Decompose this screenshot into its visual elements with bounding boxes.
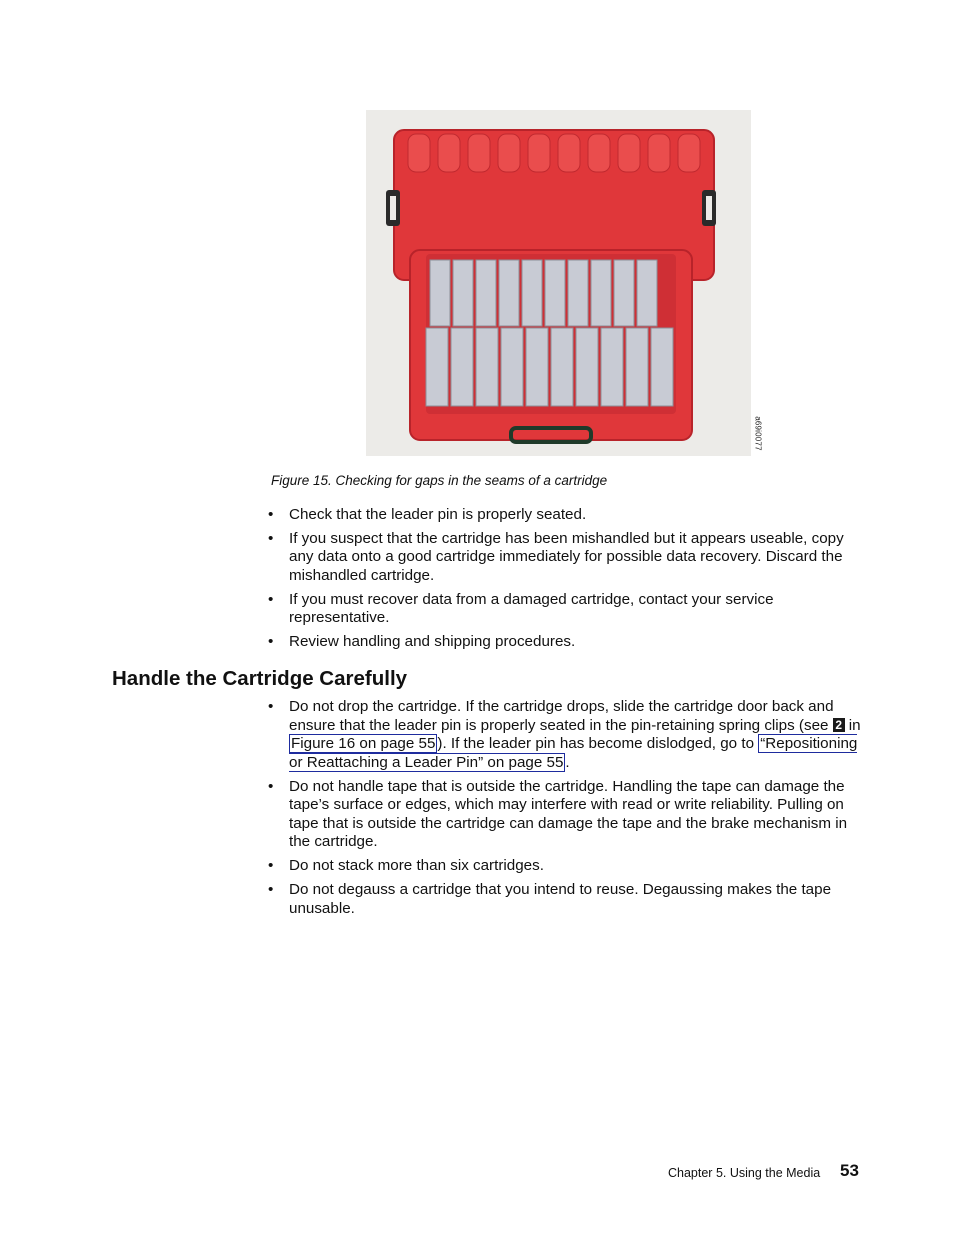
bullet: • <box>268 633 274 651</box>
footer-chapter: Chapter 5. Using the Media <box>668 1166 821 1180</box>
list-item-text: Check that the leader pin is properly seated. <box>289 506 587 523</box>
cartridge-case-photo <box>366 110 751 456</box>
list-item-text: Do not drop the cartridge. If the cartridge drops, slide the cartridge door back and ensure that the leader pin is properly seated in the pin-retaining spring clips (see <box>289 698 834 734</box>
list-item <box>268 530 868 586</box>
list-item <box>268 506 868 525</box>
list-item-text: Do not stack more than six cartridges. <box>289 857 544 875</box>
list-item-text: If you suspect that the cartridge has been mishandled but it appears useable, copy any data onto a good cartridge immediately for possible data recovery. Discard the mishandled cartridge. <box>289 529 844 584</box>
bullet: • <box>268 777 274 795</box>
figure-image-id: a69i0077 <box>753 416 763 451</box>
figure-16-link[interactable]: Figure 16 on page 55 <box>291 735 436 753</box>
list-item-text: ). If the leader pin has become dislodged, go to <box>437 735 755 753</box>
leader-pin-section-link[interactable]: “Repositioning or Reattaching a Leader Pin” on page 55 <box>289 735 858 771</box>
list-item-text: Do not handle tape that is outside the cartridge. Handling the tape can damage the tape’s surface or edges, which may interfere with read or write reliability. Pulling on tape that is outside the cartridge can damage the tape and the brake mechanism in the cartridge. <box>289 777 848 851</box>
bullet: • <box>268 698 274 715</box>
list-item <box>268 881 868 918</box>
list-item-text: If you must recover data from a damaged cartridge, contact your service representative. <box>289 590 774 627</box>
list-item <box>268 778 868 852</box>
list-item <box>268 698 868 772</box>
bullet: • <box>268 857 274 875</box>
page-number: 53 <box>840 1161 859 1180</box>
checklist <box>268 506 868 657</box>
figure-caption: Figure 15. Checking for gaps in the seams of a cartridge <box>271 473 608 488</box>
handling-guidelines <box>268 698 868 923</box>
list-item <box>268 857 868 876</box>
cartridge-case-illustration <box>366 110 751 456</box>
list-item-text: . <box>565 753 570 771</box>
list-item <box>268 591 868 628</box>
list-item-text: in <box>848 716 861 734</box>
bullet: • <box>268 529 274 547</box>
list-item-text: Do not degauss a cartridge that you intend to reuse. Degaussing makes the tape unusable. <box>289 880 832 917</box>
list-item-text: Review handling and shipping procedures. <box>289 633 576 651</box>
bullet: • <box>268 590 274 608</box>
section-heading: Handle the Cartridge Carefully <box>112 667 408 690</box>
list-item <box>268 633 868 652</box>
bullet: • <box>268 506 274 523</box>
bullet: • <box>268 880 274 898</box>
callout-number: 2 <box>833 718 845 732</box>
